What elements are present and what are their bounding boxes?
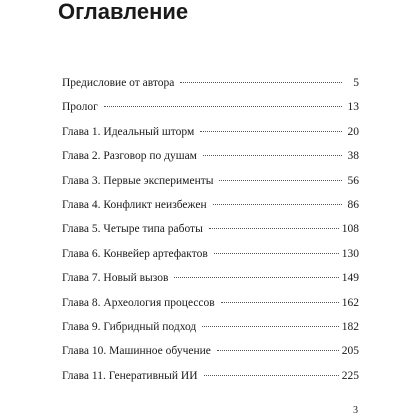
toc-entry-page: 162 <box>341 296 359 309</box>
toc-dot-leader <box>200 131 342 132</box>
toc-entry-page: 86 <box>347 198 359 211</box>
toc-dot-leader <box>204 375 339 376</box>
toc-entry-chapter-9 <box>62 320 359 344</box>
toc-entry-label: Глава 3. Первые эксперименты <box>62 174 214 187</box>
toc-entry-chapter-1 <box>62 125 359 149</box>
toc-title: Оглавление <box>58 0 189 24</box>
toc-entry-label: Глава 9. Гибридный подход <box>62 320 197 333</box>
toc-entry-chapter-4 <box>62 198 359 222</box>
toc-dot-leader <box>219 180 342 181</box>
toc-entry-label: Глава 5. Четыре типа работы <box>62 223 203 236</box>
toc-entry-chapter-3 <box>62 174 359 198</box>
toc-entry-label: Глава 4. Конфликт неизбежен <box>62 198 207 211</box>
toc-dot-leader <box>180 82 342 83</box>
toc-entry-label: Пролог <box>62 101 98 114</box>
toc-entry-page: 225 <box>341 369 359 382</box>
toc-entry-page: 108 <box>341 223 359 236</box>
toc-entry-page: 38 <box>347 150 359 163</box>
toc-dot-leader <box>203 155 342 156</box>
toc-entry-chapter-11 <box>62 369 359 393</box>
toc-entry-label: Глава 10. Машинное обучение <box>62 345 211 358</box>
toc-dot-leader <box>221 302 339 303</box>
toc-entry-chapter-7 <box>62 271 359 295</box>
toc-entry-label: Глава 8. Археология процессов <box>62 296 215 309</box>
toc-dot-leader <box>217 350 339 351</box>
toc-entry-page: 20 <box>347 125 359 138</box>
toc-entry-label: Глава 1. Идеальный шторм <box>62 125 195 138</box>
toc-dot-leader <box>104 106 342 107</box>
toc-entry-label: Глава 6. Конвейер артефактов <box>62 247 208 260</box>
toc-entry-page: 130 <box>341 247 359 260</box>
toc-entry-label: Глава 11. Генеративный ИИ <box>62 369 198 382</box>
toc-list <box>62 76 359 393</box>
toc-entry-chapter-10 <box>62 344 359 368</box>
toc-entry-label: Глава 7. Новый вызов <box>62 272 169 285</box>
toc-entry-chapter-8 <box>62 296 359 320</box>
page-number: 3 <box>353 405 358 416</box>
toc-entry-preface <box>62 76 359 100</box>
toc-entry-page: 5 <box>353 77 359 89</box>
toc-dot-leader <box>202 326 338 327</box>
toc-entry-page: 13 <box>347 101 359 114</box>
toc-entry-chapter-5 <box>62 222 359 246</box>
toc-entry-chapter-2 <box>62 149 359 173</box>
toc-entry-page: 182 <box>341 320 359 333</box>
toc-entry-label: Глава 2. Разговор по душам <box>62 150 197 163</box>
toc-dot-leader <box>214 253 339 254</box>
toc-entry-page: 149 <box>341 272 359 285</box>
toc-entry-chapter-6 <box>62 247 359 271</box>
toc-entry-label: Предисловие от автора <box>62 77 175 89</box>
toc-dot-leader <box>174 277 338 278</box>
toc-entry-prologue <box>62 100 359 124</box>
toc-dot-leader <box>213 204 342 205</box>
toc-entry-page: 205 <box>341 345 359 358</box>
toc-dot-leader <box>209 228 339 229</box>
toc-entry-page: 56 <box>347 174 359 187</box>
